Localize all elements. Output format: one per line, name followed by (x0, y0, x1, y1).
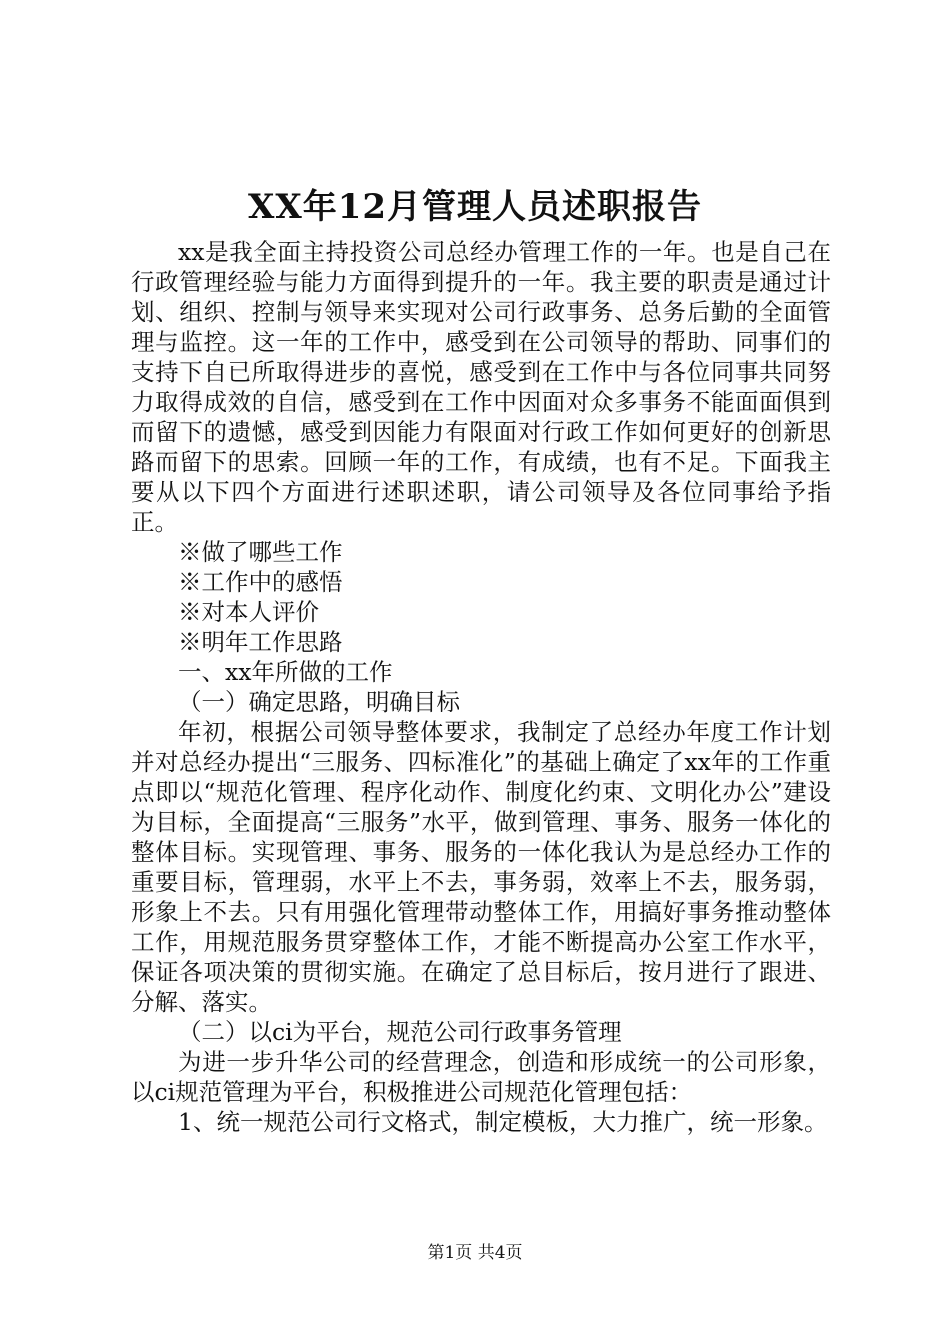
outline-item-3: ※对本人评价 (178, 598, 319, 626)
paragraph-item-1: 1、统一规范公司行文格式，制定模板，大力推广，统一形象。 (178, 1108, 828, 1136)
outline-item-1: ※做了哪些工作 (178, 538, 343, 566)
subsection-heading-2: （二）以ci为平台，规范公司行政事务管理 (178, 1018, 622, 1046)
paragraph-goals: 年初，根据公司领导整体要求，我制定了总经办年度工作计划并对总经办提出“三服务、四标准化”的基础上确定了xx年的工作重点即以“规范化管理、程序化动作、制度化约束、文明化办公”建设为目标，全面提高“三服务”水平，做到管理、事务、服务一体化的整体目标。实现管理、事务、服务的一体化我认为是总经办工作的重要目标，管理弱，水平上不去，事务弱，效率上不去，服务弱，形象上不去。只有用强化管理带动整体工作，用搞好事务推动整体工作，用规范服务贯穿整体工作，才能不断提高办公室工作水平，保证各项决策的贯彻实施。在确定了总目标后，按月进行了跟进、分解、落实。 (131, 718, 831, 1016)
paragraph-ci: 为进一步升华公司的经营理念，创造和形成统一的公司形象，以ci规范管理为平台，积极推进公司规范化管理包括： (131, 1048, 831, 1106)
section-heading-1: 一、xx年所做的工作 (178, 658, 393, 686)
document-body (131, 237, 831, 1137)
document-title: XX年12月管理人员述职报告 (247, 187, 703, 227)
page-footer: 第1页 共4页 (427, 1243, 523, 1263)
outline-item-2: ※工作中的感悟 (178, 568, 343, 596)
subsection-heading-1: （一）确定思路，明确目标 (178, 688, 460, 716)
outline-item-4: ※明年工作思路 (178, 628, 343, 656)
paragraph-intro: xx是我全面主持投资公司总经办管理工作的一年。也是自己在行政管理经验与能力方面得到提升的一年。我主要的职责是通过计划、组织、控制与领导来实现对公司行政事务、总务后勤的全面管理与监控。这一年的工作中，感受到在公司领导的帮助、同事们的支持下自已所取得进步的喜悦，感受到在工作中与各位同事共同努力取得成效的自信，感受到在工作中因面对众多事务不能面面俱到而留下的遗憾，感受到因能力有限面对行政工作如何更好的创新思路而留下的思索。回顾一年的工作，有成绩，也有不足。下面我主要从以下四个方面进行述职述职，请公司领导及各位同事给予指正。 (131, 238, 831, 536)
